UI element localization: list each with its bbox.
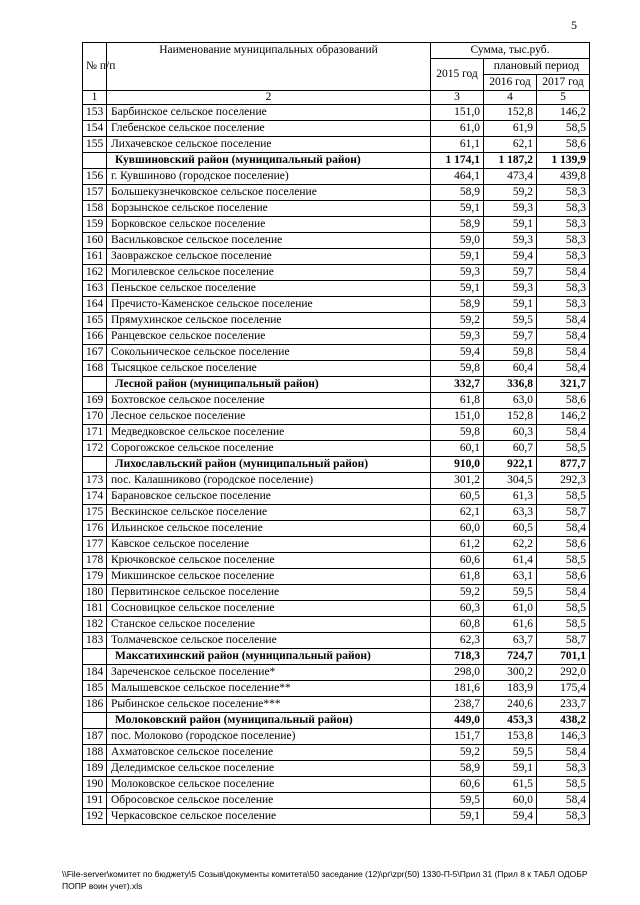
value-2016: 59,4 — [484, 249, 537, 265]
value-2016: 63,0 — [484, 393, 537, 409]
row-number: 184 — [83, 665, 107, 681]
row-number: 191 — [83, 793, 107, 809]
budget-table — [82, 42, 590, 825]
value-2015: 62,3 — [431, 633, 484, 649]
row-number: 163 — [83, 281, 107, 297]
row-number: 154 — [83, 121, 107, 137]
value-2017: 58,5 — [537, 121, 590, 137]
table-row — [83, 473, 590, 489]
row-number — [83, 649, 107, 665]
row-number: 182 — [83, 617, 107, 633]
value-2017: 58,3 — [537, 217, 590, 233]
municipality-name: Крючковское сельское поселение — [107, 553, 431, 569]
municipality-name: пос. Калашниково (городское поселение) — [107, 473, 431, 489]
value-2015: 62,1 — [431, 505, 484, 521]
column-index: 1 — [83, 91, 107, 105]
row-number: 177 — [83, 537, 107, 553]
row-number: 179 — [83, 569, 107, 585]
value-2015: 301,2 — [431, 473, 484, 489]
value-2017: 877,7 — [537, 457, 590, 473]
value-2017: 58,6 — [537, 393, 590, 409]
table-row — [83, 281, 590, 297]
table-row — [83, 633, 590, 649]
value-2017: 58,5 — [537, 601, 590, 617]
municipality-name: Барбинское сельское поселение — [107, 105, 431, 121]
header-num: № п/п — [83, 43, 107, 91]
table-row — [83, 265, 590, 281]
value-2015: 151,0 — [431, 409, 484, 425]
value-2015: 449,0 — [431, 713, 484, 729]
header-name: Наименование муниципальных образований — [107, 43, 431, 91]
value-2015: 151,0 — [431, 105, 484, 121]
value-2015: 61,8 — [431, 393, 484, 409]
value-2016: 153,8 — [484, 729, 537, 745]
municipality-name: Прямухинское сельское поселение — [107, 313, 431, 329]
value-2015: 151,7 — [431, 729, 484, 745]
row-number: 169 — [83, 393, 107, 409]
header-2015: 2015 год — [431, 59, 484, 91]
table-row — [83, 681, 590, 697]
table-body — [83, 105, 590, 825]
value-2015: 60,0 — [431, 521, 484, 537]
row-number: 153 — [83, 105, 107, 121]
value-2015: 59,2 — [431, 585, 484, 601]
value-2015: 59,3 — [431, 265, 484, 281]
row-number: 188 — [83, 745, 107, 761]
municipality-name: Медведковское сельское поселение — [107, 425, 431, 441]
table-row — [83, 345, 590, 361]
value-2016: 59,2 — [484, 185, 537, 201]
value-2015: 59,1 — [431, 249, 484, 265]
value-2017: 58,3 — [537, 233, 590, 249]
district-row — [83, 457, 590, 473]
table-row — [83, 729, 590, 745]
value-2015: 58,9 — [431, 297, 484, 313]
municipality-name: Кувшиновский район (муниципальный район) — [107, 153, 431, 169]
value-2016: 59,1 — [484, 217, 537, 233]
value-2015: 238,7 — [431, 697, 484, 713]
municipality-name: Станское сельское поселение — [107, 617, 431, 633]
value-2016: 60,5 — [484, 521, 537, 537]
value-2015: 58,9 — [431, 185, 484, 201]
row-number: 171 — [83, 425, 107, 441]
value-2017: 58,4 — [537, 345, 590, 361]
table-row — [83, 249, 590, 265]
table-row — [83, 585, 590, 601]
header-sum: Сумма, тыс.руб. — [431, 43, 590, 59]
municipality-name: Обросовское сельское поселение — [107, 793, 431, 809]
value-2017: 701,1 — [537, 649, 590, 665]
value-2017: 58,4 — [537, 745, 590, 761]
value-2017: 146,3 — [537, 729, 590, 745]
row-number: 167 — [83, 345, 107, 361]
value-2015: 60,6 — [431, 553, 484, 569]
row-number: 156 — [83, 169, 107, 185]
table-row — [83, 761, 590, 777]
value-2015: 58,9 — [431, 761, 484, 777]
municipality-name: Васильковское сельское поселение — [107, 233, 431, 249]
table-row — [83, 169, 590, 185]
value-2017: 233,7 — [537, 697, 590, 713]
value-2017: 58,3 — [537, 297, 590, 313]
value-2017: 438,2 — [537, 713, 590, 729]
row-number: 170 — [83, 409, 107, 425]
value-2016: 60,3 — [484, 425, 537, 441]
municipality-name: Вескинское сельское поселение — [107, 505, 431, 521]
table-row — [83, 505, 590, 521]
row-number: 165 — [83, 313, 107, 329]
value-2016: 61,9 — [484, 121, 537, 137]
table-row — [83, 233, 590, 249]
value-2016: 61,4 — [484, 553, 537, 569]
row-number: 186 — [83, 697, 107, 713]
table-row — [83, 697, 590, 713]
value-2017: 1 139,9 — [537, 153, 590, 169]
municipality-name: Лесной район (муниципальный район) — [107, 377, 431, 393]
value-2016: 1 187,2 — [484, 153, 537, 169]
row-number: 189 — [83, 761, 107, 777]
value-2015: 60,5 — [431, 489, 484, 505]
value-2016: 59,5 — [484, 585, 537, 601]
row-number — [83, 713, 107, 729]
table-row — [83, 617, 590, 633]
value-2015: 464,1 — [431, 169, 484, 185]
value-2017: 58,4 — [537, 361, 590, 377]
municipality-name: Борковское сельское поселение — [107, 217, 431, 233]
row-number: 168 — [83, 361, 107, 377]
municipality-name: Ахматовское сельское поселение — [107, 745, 431, 761]
district-row — [83, 649, 590, 665]
value-2017: 58,6 — [537, 537, 590, 553]
value-2015: 910,0 — [431, 457, 484, 473]
municipality-name: Сокольническое сельское поселение — [107, 345, 431, 361]
table-row — [83, 393, 590, 409]
row-number: 190 — [83, 777, 107, 793]
value-2016: 63,7 — [484, 633, 537, 649]
value-2017: 58,6 — [537, 137, 590, 153]
table-row — [83, 201, 590, 217]
value-2016: 724,7 — [484, 649, 537, 665]
value-2016: 59,3 — [484, 233, 537, 249]
value-2016: 62,2 — [484, 537, 537, 553]
row-number: 162 — [83, 265, 107, 281]
value-2015: 61,1 — [431, 137, 484, 153]
row-number — [83, 377, 107, 393]
value-2017: 58,4 — [537, 521, 590, 537]
table-row — [83, 553, 590, 569]
municipality-name: Барановское сельское поселение — [107, 489, 431, 505]
table-row — [83, 409, 590, 425]
row-number: 192 — [83, 809, 107, 825]
value-2016: 453,3 — [484, 713, 537, 729]
value-2017: 146,2 — [537, 105, 590, 121]
footer-file-path: \\File-server\комитет по бюджету\5 Созыв\документы комитета\50 заседание (12)\рг\zpr(50) 1330-П-5\Прил 31 (Прил 8 к ТАБЛ ОДОБР ПОПР воин учет).xls — [62, 869, 588, 891]
page-number: 5 — [571, 18, 577, 32]
row-number: 175 — [83, 505, 107, 521]
district-row — [83, 153, 590, 169]
value-2015: 59,3 — [431, 329, 484, 345]
value-2017: 58,5 — [537, 441, 590, 457]
district-row — [83, 377, 590, 393]
value-2015: 59,1 — [431, 281, 484, 297]
value-2015: 59,1 — [431, 201, 484, 217]
value-2015: 60,1 — [431, 441, 484, 457]
value-2017: 321,7 — [537, 377, 590, 393]
row-number: 180 — [83, 585, 107, 601]
table-row — [83, 361, 590, 377]
value-2016: 63,1 — [484, 569, 537, 585]
value-2016: 59,4 — [484, 809, 537, 825]
value-2016: 59,8 — [484, 345, 537, 361]
value-2017: 58,5 — [537, 617, 590, 633]
row-number: 178 — [83, 553, 107, 569]
value-2016: 240,6 — [484, 697, 537, 713]
value-2015: 61,8 — [431, 569, 484, 585]
value-2016: 61,5 — [484, 777, 537, 793]
municipality-name: Первитинское сельское поселение — [107, 585, 431, 601]
table-row — [83, 537, 590, 553]
row-number: 157 — [83, 185, 107, 201]
value-2017: 58,3 — [537, 809, 590, 825]
value-2017: 292,3 — [537, 473, 590, 489]
municipality-name: Рыбинское сельское поселение*** — [107, 697, 431, 713]
municipality-name: Толмачевское сельское поселение — [107, 633, 431, 649]
value-2017: 58,4 — [537, 265, 590, 281]
municipality-name: Ильинское сельское поселение — [107, 521, 431, 537]
value-2016: 60,4 — [484, 361, 537, 377]
row-number: 158 — [83, 201, 107, 217]
column-index: 4 — [484, 91, 537, 105]
value-2017: 58,7 — [537, 505, 590, 521]
value-2015: 61,0 — [431, 121, 484, 137]
value-2017: 58,3 — [537, 201, 590, 217]
table-row — [83, 521, 590, 537]
value-2017: 58,5 — [537, 553, 590, 569]
municipality-name: Максатихинский район (муниципальный район) — [107, 649, 431, 665]
value-2016: 59,3 — [484, 281, 537, 297]
value-2015: 1 174,1 — [431, 153, 484, 169]
value-2016: 183,9 — [484, 681, 537, 697]
table-row — [83, 297, 590, 313]
value-2015: 60,3 — [431, 601, 484, 617]
municipality-name: Молоковский район (муниципальный район) — [107, 713, 431, 729]
table-row — [83, 137, 590, 153]
municipality-name: Борзынское сельское поселение — [107, 201, 431, 217]
municipality-name: Деледимское сельское поселение — [107, 761, 431, 777]
municipality-name: Глебенское сельское поселение — [107, 121, 431, 137]
municipality-name: Большекузнечковское сельское поселение — [107, 185, 431, 201]
row-number: 183 — [83, 633, 107, 649]
municipality-name: Зареченское сельское поселение* — [107, 665, 431, 681]
value-2016: 60,0 — [484, 793, 537, 809]
value-2015: 59,8 — [431, 425, 484, 441]
value-2017: 58,3 — [537, 249, 590, 265]
column-index: 2 — [107, 91, 431, 105]
row-number: 161 — [83, 249, 107, 265]
row-number: 159 — [83, 217, 107, 233]
value-2016: 60,7 — [484, 441, 537, 457]
table-row — [83, 217, 590, 233]
municipality-name: Тысяцкое сельское поселение — [107, 361, 431, 377]
value-2015: 59,0 — [431, 233, 484, 249]
row-number — [83, 153, 107, 169]
municipality-name: Сорогожское сельское поселение — [107, 441, 431, 457]
value-2017: 58,4 — [537, 313, 590, 329]
value-2016: 59,3 — [484, 201, 537, 217]
header-2016: 2016 год — [484, 75, 537, 91]
value-2017: 439,8 — [537, 169, 590, 185]
municipality-name: Могилевское сельское поселение — [107, 265, 431, 281]
municipality-name: Ранцевское сельское поселение — [107, 329, 431, 345]
value-2016: 473,4 — [484, 169, 537, 185]
header-2017: 2017 год — [537, 75, 590, 91]
municipality-name: пос. Молоково (городское поселение) — [107, 729, 431, 745]
value-2017: 58,4 — [537, 425, 590, 441]
row-number: 155 — [83, 137, 107, 153]
row-number: 185 — [83, 681, 107, 697]
table-row — [83, 793, 590, 809]
municipality-name: Малышевское сельское поселение** — [107, 681, 431, 697]
value-2016: 61,3 — [484, 489, 537, 505]
value-2015: 58,9 — [431, 217, 484, 233]
value-2016: 59,5 — [484, 745, 537, 761]
table-row — [83, 441, 590, 457]
value-2017: 292,0 — [537, 665, 590, 681]
value-2016: 304,5 — [484, 473, 537, 489]
value-2017: 58,5 — [537, 489, 590, 505]
district-row — [83, 713, 590, 729]
row-number: 174 — [83, 489, 107, 505]
table-row — [83, 569, 590, 585]
value-2015: 59,1 — [431, 809, 484, 825]
column-index: 5 — [537, 91, 590, 105]
row-number: 187 — [83, 729, 107, 745]
row-number: 181 — [83, 601, 107, 617]
table-row — [83, 313, 590, 329]
municipality-name: Микшинское сельское поселение — [107, 569, 431, 585]
header-plan-period: плановый период — [484, 59, 590, 75]
value-2015: 60,8 — [431, 617, 484, 633]
row-number: 176 — [83, 521, 107, 537]
row-number — [83, 457, 107, 473]
table-row — [83, 809, 590, 825]
municipality-name: Заовражское сельское поселение — [107, 249, 431, 265]
table-row — [83, 121, 590, 137]
value-2016: 61,0 — [484, 601, 537, 617]
value-2016: 59,7 — [484, 329, 537, 345]
value-2017: 58,3 — [537, 281, 590, 297]
value-2015: 298,0 — [431, 665, 484, 681]
table-row — [83, 745, 590, 761]
value-2015: 59,5 — [431, 793, 484, 809]
value-2016: 336,8 — [484, 377, 537, 393]
value-2017: 146,2 — [537, 409, 590, 425]
table-row — [83, 665, 590, 681]
municipality-name: Лесное сельское поселение — [107, 409, 431, 425]
table-row — [83, 329, 590, 345]
value-2015: 60,6 — [431, 777, 484, 793]
table-row — [83, 777, 590, 793]
municipality-name: Черкасовское сельское поселение — [107, 809, 431, 825]
table-row — [83, 105, 590, 121]
value-2015: 181,6 — [431, 681, 484, 697]
value-2016: 59,1 — [484, 761, 537, 777]
value-2015: 332,7 — [431, 377, 484, 393]
value-2016: 152,8 — [484, 409, 537, 425]
column-index: 3 — [431, 91, 484, 105]
value-2015: 59,2 — [431, 313, 484, 329]
municipality-name: Кавское сельское поселение — [107, 537, 431, 553]
value-2016: 63,3 — [484, 505, 537, 521]
value-2015: 59,2 — [431, 745, 484, 761]
value-2017: 58,6 — [537, 569, 590, 585]
value-2016: 59,1 — [484, 297, 537, 313]
value-2017: 58,5 — [537, 777, 590, 793]
value-2015: 61,2 — [431, 537, 484, 553]
value-2017: 58,3 — [537, 761, 590, 777]
value-2016: 152,8 — [484, 105, 537, 121]
value-2017: 58,7 — [537, 633, 590, 649]
municipality-name: г. Кувшиново (городское поселение) — [107, 169, 431, 185]
value-2016: 922,1 — [484, 457, 537, 473]
municipality-name: Бохтовское сельское поселение — [107, 393, 431, 409]
table-row — [83, 601, 590, 617]
table-row — [83, 185, 590, 201]
value-2016: 59,5 — [484, 313, 537, 329]
value-2016: 59,7 — [484, 265, 537, 281]
value-2017: 58,4 — [537, 585, 590, 601]
value-2015: 59,8 — [431, 361, 484, 377]
value-2016: 61,6 — [484, 617, 537, 633]
municipality-name: Пеньское сельское поселение — [107, 281, 431, 297]
value-2017: 58,3 — [537, 185, 590, 201]
column-index-row — [83, 91, 590, 105]
value-2016: 300,2 — [484, 665, 537, 681]
row-number: 172 — [83, 441, 107, 457]
value-2017: 175,4 — [537, 681, 590, 697]
municipality-name: Молоковское сельское поселение — [107, 777, 431, 793]
municipality-name: Сосновицкое сельское поселение — [107, 601, 431, 617]
row-number: 166 — [83, 329, 107, 345]
value-2017: 58,4 — [537, 329, 590, 345]
table-row — [83, 489, 590, 505]
value-2015: 59,4 — [431, 345, 484, 361]
value-2015: 718,3 — [431, 649, 484, 665]
table-row — [83, 425, 590, 441]
municipality-name: Пречисто-Каменское сельское поселение — [107, 297, 431, 313]
municipality-name: Лихославльский район (муниципальный район) — [107, 457, 431, 473]
row-number: 164 — [83, 297, 107, 313]
municipality-name: Лихачевское сельское поселение — [107, 137, 431, 153]
value-2016: 62,1 — [484, 137, 537, 153]
value-2017: 58,4 — [537, 793, 590, 809]
row-number: 160 — [83, 233, 107, 249]
row-number: 173 — [83, 473, 107, 489]
